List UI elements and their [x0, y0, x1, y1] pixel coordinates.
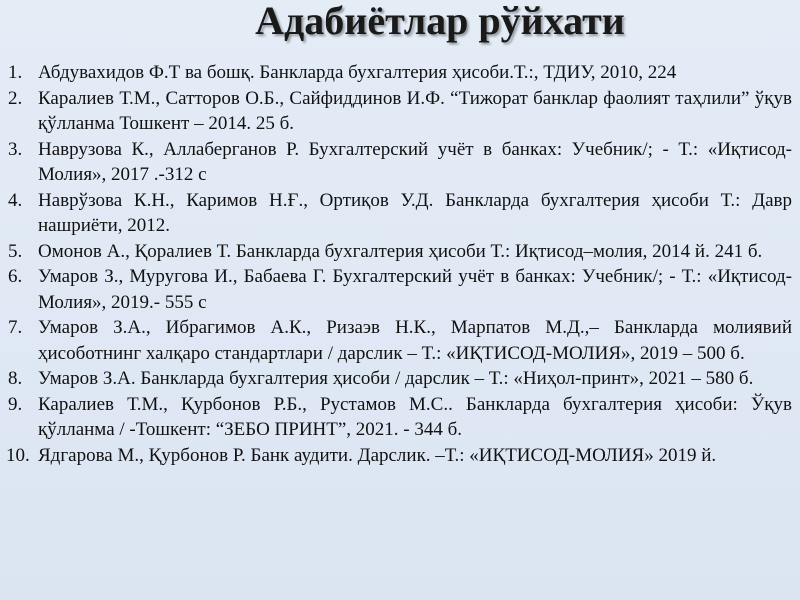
list-item-number: 4. [8, 189, 23, 211]
list-item [0, 239, 792, 265]
list-item [0, 137, 792, 188]
list-item [0, 392, 792, 443]
list-item-text: Каралиев Т.М., Сатторов О.Б., Сайфиддинов И.Ф. “Тижорат банклар фаолият таҳлили” ўқув қўлланма Тошкент – 2014. 25 б. [38, 87, 792, 134]
reference-list [0, 60, 792, 468]
list-item [0, 188, 792, 239]
list-item-number: 10. [6, 444, 30, 466]
list-item-text: Умаров З.А., Ибрагимов А.К., Ризаэв Н.К., Марпатов М.Д.,– Банкларда молиявий ҳисоботнинг халқаро стандартлари / дарслик – Т.: «ИҚТИСОД-МОЛИЯ», 2019 – 500 б. [38, 317, 792, 364]
list-item [0, 443, 792, 469]
list-item-text: Умаров З., Муругова И., Бабаева Г. Бухгалтерский учёт в банках: Учебник/; - Т.: «Иқтисод-Молия», 2019.- 555 с [38, 266, 792, 313]
list-item [0, 366, 792, 392]
list-item-number: 6. [8, 266, 23, 287]
list-item-number: 2. [8, 87, 23, 109]
list-item-text: Ядгарова М., Қурбонов Р. Банк аудити. Дарслик. –Т.: «ИҚТИСОД-МОЛИЯ» 2019 й. [38, 444, 717, 466]
page-title: Адабиётлар рўйхати [255, 0, 625, 43]
list-item-number: 7. [8, 317, 23, 338]
list-item-number: 5. [8, 240, 23, 262]
list-item-text: Наврўзова К.Н., Каримов Н.Ғ., Ортиқов У.Д. Банкларда бухгалтерия ҳисоби Т.: Давр нашриёти, 2012. [38, 189, 792, 236]
list-item-text: Наврузова К., Аллаберганов Р. Бухгалтерский учёт в банках: Учебник/; - Т.: «Иқтисод-Молия», 2017 .-312 с [38, 138, 792, 185]
list-item-number: 3. [8, 138, 23, 160]
list-item [0, 315, 792, 366]
list-item-text: Омонов А., Қоралиев Т. Банкларда бухгалтерия ҳисоби Т.: Иқтисод–молия, 2014 й. 241 б. [38, 240, 763, 262]
list-item-text: Каралиев Т.М., Қурбонов Р.Б., Рустамов М.С.. Банкларда бухгалтерия ҳисоби: Ўқув қўлланма / -Тошкент: “ЗЕБО ПРИНТ”, 2021. - 344 б. [38, 393, 792, 440]
list-item [0, 86, 792, 137]
list-item-text: Абдувахидов Ф.Т ва бошқ. Банкларда бухгалтерия ҳисоби.Т.:, ТДИУ, 2010, 224 [38, 62, 677, 83]
list-item-number: 8. [8, 368, 23, 389]
list-item-number: 1. [8, 62, 23, 83]
list-item [0, 264, 792, 315]
list-item-number: 9. [8, 393, 23, 415]
list-item-text: Умаров З.А. Банкларда бухгалтерия ҳисоби / дарслик – Т.: «Ниҳол-принт», 2021 – 580 б. [38, 368, 754, 389]
list-item [0, 60, 792, 86]
